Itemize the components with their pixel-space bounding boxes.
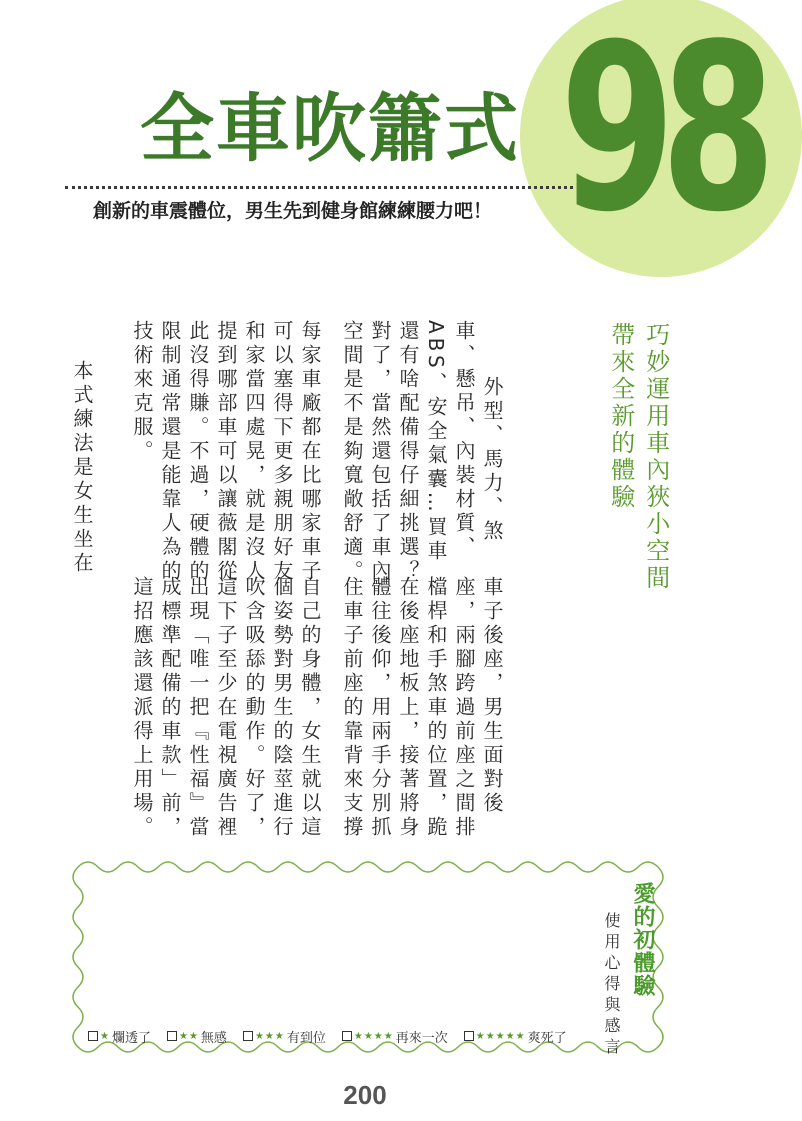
body-column: 此沒得賺。不過，硬體的: [186, 320, 210, 584]
star-icons: ★★★★: [353, 1030, 394, 1042]
rating-label: 無感: [200, 1030, 227, 1046]
body-column: 體往後仰，用兩手分別抓: [368, 576, 392, 840]
star-icons: ★: [100, 1030, 110, 1042]
checkbox-icon[interactable]: [167, 1031, 177, 1041]
body-column: 還有啥配備得仔細挑選？: [396, 320, 420, 584]
body-column: 檔桿和手煞車的位置，跪: [424, 576, 448, 840]
body-column: 吹含吸舔的動作。好了，: [242, 576, 266, 840]
rating-option[interactable]: [243, 1027, 326, 1046]
body-column: 技術來克服。: [130, 320, 154, 464]
page-number: 200: [343, 1080, 387, 1110]
section-heading-line1: 巧妙運用車內狹小空間: [641, 322, 670, 592]
rating-option[interactable]: [342, 1027, 448, 1046]
rating-option[interactable]: [88, 1027, 151, 1046]
star-icons: ★★★: [254, 1030, 285, 1042]
body-column: 這招應該還派得上用場。: [130, 576, 154, 840]
rating-option[interactable]: [167, 1027, 227, 1046]
body-column: 車子後座，男生面對後: [480, 576, 504, 816]
experience-box-title: 愛的初體驗: [630, 882, 655, 997]
body-column: 對了，當然還包括了車內: [368, 320, 392, 584]
rating-label: 再來一次: [395, 1030, 448, 1046]
page-subtitle: 創新的車震體位，男生先到健身館練練腰力吧！: [93, 200, 493, 222]
body-column: 提到哪部車可以讓薇閣從: [214, 320, 238, 584]
body-column: 這下子至少在電視廣告裡: [214, 576, 238, 840]
body-column: ABS、安全氣囊…買車: [424, 320, 448, 564]
star-icons: ★★★★★: [475, 1030, 526, 1042]
checkbox-icon[interactable]: [243, 1031, 253, 1041]
page-title: 全車吹簫式: [140, 86, 520, 172]
body-column: 和家當四處晃，就是沒人: [242, 320, 266, 584]
section-heading-line2: 帶來全新的體驗: [606, 322, 635, 511]
star-icons: ★★: [178, 1030, 199, 1042]
body-column: 座，兩腳跨過前座之間排: [452, 576, 476, 840]
rating-label: 爛透了: [111, 1030, 151, 1046]
body-column: 成標準配備的車款」前，: [158, 576, 182, 840]
rating-options: [88, 1026, 567, 1046]
checkbox-icon[interactable]: [464, 1031, 474, 1041]
rating-label: 有到位: [286, 1030, 326, 1046]
body-column: 個姿勢對男生的陰莖進行: [270, 576, 294, 840]
body-column: 外型、馬力、煞: [480, 376, 504, 544]
body-column: 空間是不是夠寬敞舒適。: [340, 320, 364, 584]
body-column: 自己的身體，女生就以這: [298, 576, 322, 840]
chapter-number: 98: [560, 0, 762, 263]
body-column: 出現「唯一把『性福』當: [186, 576, 210, 840]
rating-label: 爽死了: [527, 1030, 567, 1046]
rating-option[interactable]: [464, 1027, 567, 1046]
checkbox-icon[interactable]: [88, 1031, 98, 1041]
experience-box-subtitle: 使用心得與感言: [602, 912, 621, 1059]
checkbox-icon[interactable]: [342, 1031, 352, 1041]
body-column: 車、懸吊、內裝材質、: [452, 320, 476, 560]
body-column: 本式練法是女生坐在: [70, 360, 94, 576]
body-column: 住車子前座的靠背來支撐: [340, 576, 364, 840]
body-column: 限制通常還是能靠人為的: [158, 320, 182, 584]
body-column: 在後座地板上，接著將身: [396, 576, 420, 840]
dotted-divider: [65, 186, 573, 189]
body-column: 每家車廠都在比哪家車子: [298, 320, 322, 584]
body-column: 可以塞得下更多親朋好友: [270, 320, 294, 584]
